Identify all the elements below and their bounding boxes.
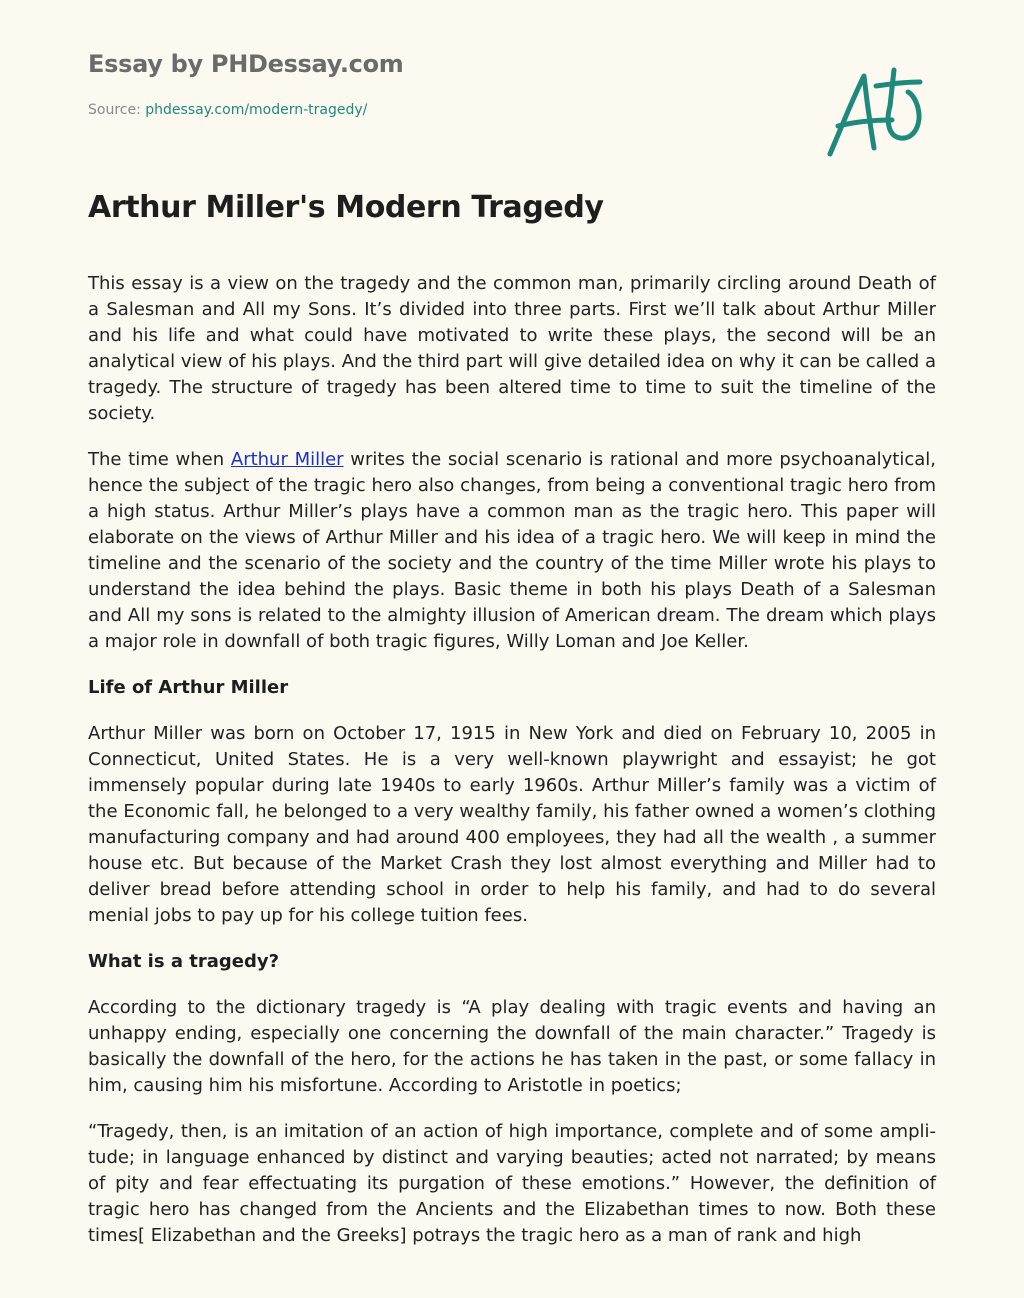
essay-paragraph: According to the dictionary tragedy is “A play dealing with tragic events and having an unhappy ending, especially one concerning the downfall of the main character.” Tragedy is basically the downfall of the hero, for the actions he has taken in the past, or some fallacy in him, causing him his misfortune. According to Aristotle in poetics;	[88, 997, 936, 1096]
essay-paragraph	[88, 447, 936, 655]
essay-title: Arthur Miller's Modern Tragedy	[88, 190, 604, 225]
paragraph-text: writes the social scenario is rational and more psychoanalytical, hence the subject of the tragic hero also changes, from being a conventional tragic hero from a high status. Arthur Miller’s plays have a common man as the tragic hero. This paper will elaborate on the views of Arthur Miller and his idea of a tragic hero. We will keep in mind the timeline and the scenario of the society and the country of the time Miller wrote his plays to understand the idea behind the plays. Basic theme in both his plays Death of a Salesman and All my sons is related to the almighty illusion of American dream. The dream which plays a major role in downfall of both tragic figures, Willy Loman and Joe Keller.	[88, 449, 937, 652]
section-heading-life: Life of Arthur Miller	[88, 677, 289, 698]
source-label: Source:	[88, 102, 141, 118]
essay-body	[88, 271, 936, 1269]
a-plus-grade-icon	[820, 64, 930, 160]
source-line	[88, 102, 367, 118]
plus-vertical	[890, 70, 894, 106]
essay-paragraph: This essay is a view on the tragedy and the common man, primarily circling around Death of a Salesman and All my Sons. It’s divided into three parts. First we’ll talk about Arthur Miller and his life and what could have motivated to write these plays, the second will be an analytical view of his plays. And the third part will give detailed idea on why it can be called a tragedy. The structure of tragedy has been altered time to time to suit the timeline of the society.	[88, 273, 936, 424]
site-title: Essay by PHDessay.com	[88, 50, 404, 78]
plus-horizontal	[876, 82, 920, 86]
section-heading-tragedy: What is a tragedy?	[88, 951, 280, 972]
essay-paragraph: Arthur Miller was born on October 17, 1915 in New York and died on February 10, 2005 in Connecticut, United States. He is a very well-known playwright and essayist; he got immensely popular during late 1940s to early 1960s. Arthur Miller’s family was a victim of the Economic fall, he belonged to a very wealthy family, his father owned a women’s clothing manufacturing company and had around 400 employees, they had all the wealth , a summer house etc. But because of the Market Crash they lost almost everything and Miller had to deliver bread before attending school in order to help his family, and had to do several menial jobs to pay up for his college tuition fees.	[88, 723, 936, 926]
letter-a-stroke	[830, 76, 874, 154]
essay-paragraph: “Tragedy, then, is an imitation of an action of high importance, complete and of some amplitude; in language enhanced by distinct and varying beauties; acted not narrated; by means of pity and fear effectuating its purgation of these emotions.” However, the definition of tragic hero has changed from the Ancients and the Elizabethan times to now. Both these times[ Elizabethan and the Greeks] potrays the tragic hero as a man of rank and high	[88, 1121, 936, 1246]
paragraph-text: The time when	[88, 449, 231, 470]
arthur-miller-link[interactable]: Arthur Miller	[230, 449, 344, 470]
source-link[interactable]: phdessay.com/modern-tragedy/	[145, 102, 368, 118]
